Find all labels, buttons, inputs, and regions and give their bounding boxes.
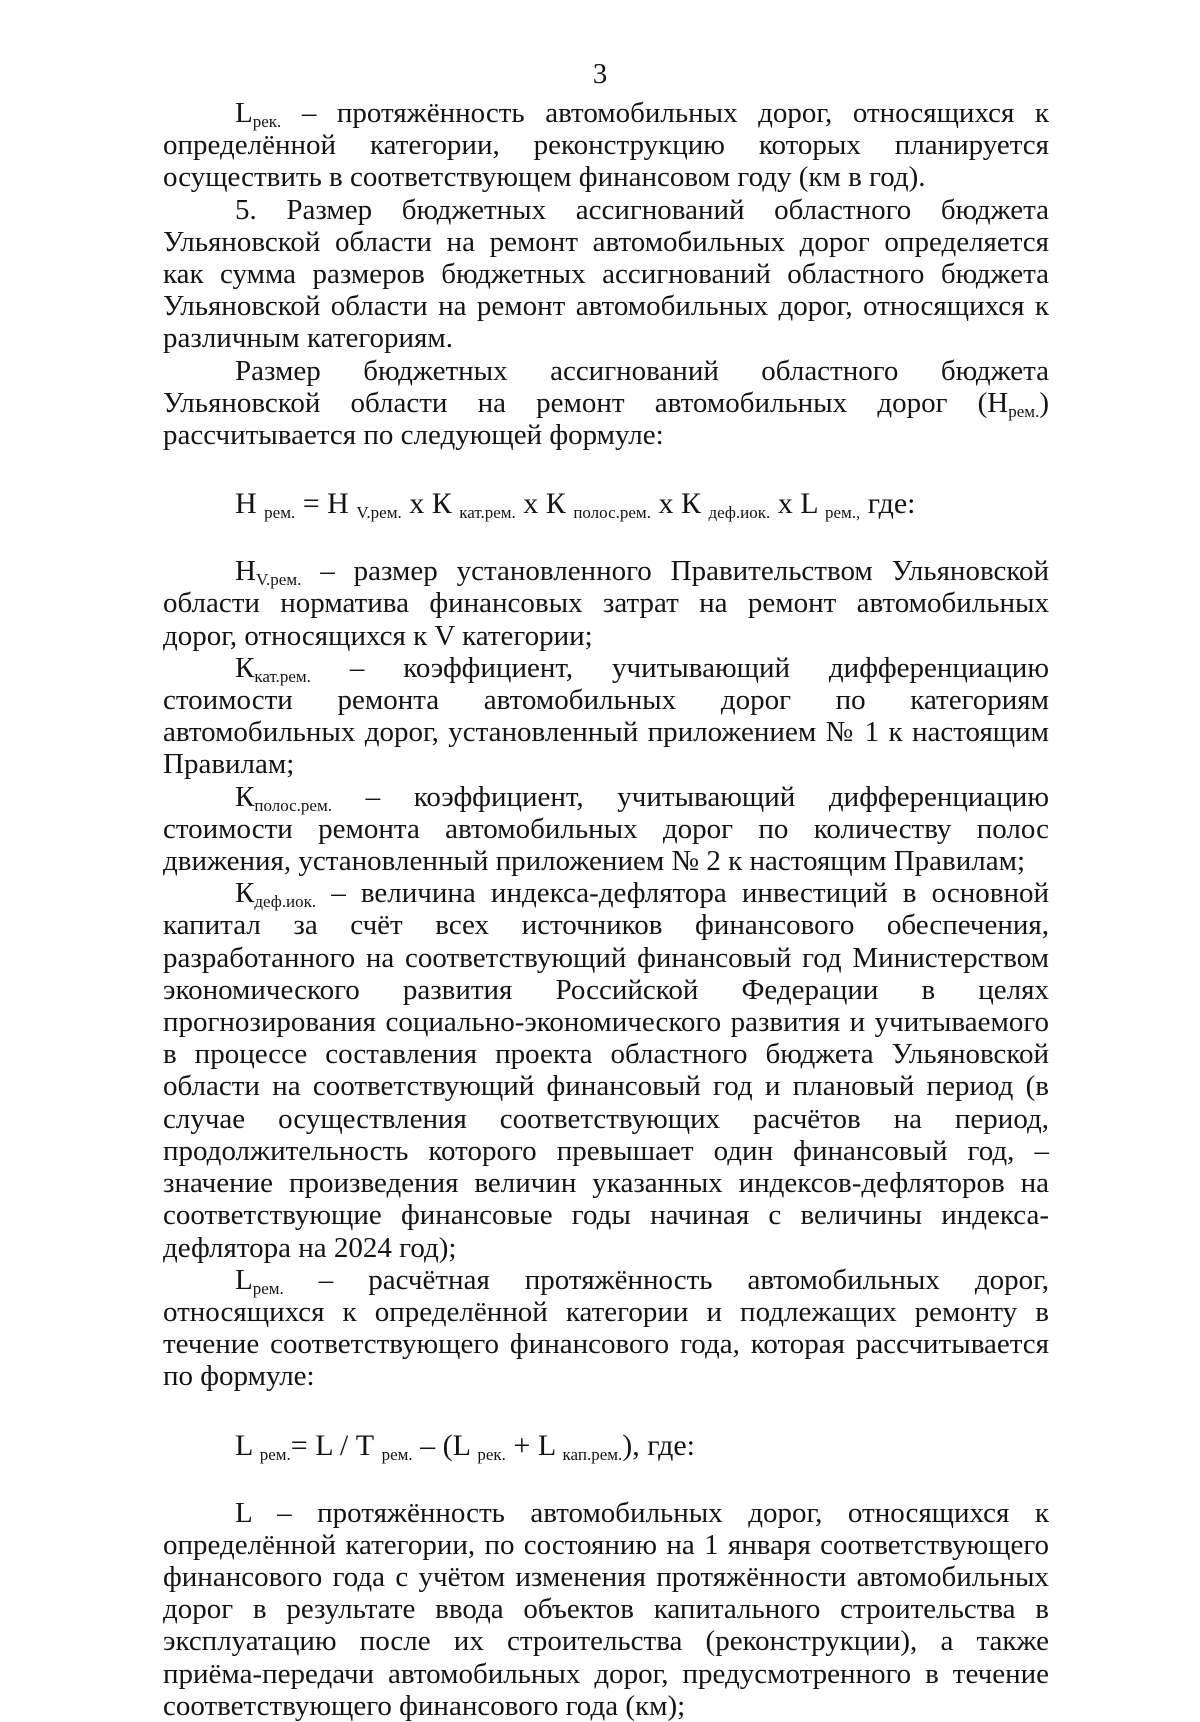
paragraph-l-rem-definition: $L_{рем.}$ – расчётная протяжённость автомобильных дорог, относящихся к определённой категории и подлежащих ремонту в течение соответствующего финансового года, которая рассчитывается по формуле: bbox=[163, 1263, 1049, 1393]
paragraph-repair-budget-intro: Размер бюджетных ассигнований областного бюджета Ульяновской области на ремонт автомобильных дорог $(Н_{рем.})$ рассчитывается по следующей формуле: bbox=[163, 354, 1049, 452]
paragraph-k-polos-definition: $К_{полос.рем.}$ – коэффициент, учитывающий дифференциацию стоимости ремонта автомобильных дорог по количеству полос движения, установленный приложением № 2 к настоящим Правилам; bbox=[163, 780, 1049, 878]
page-number: 3 bbox=[592, 58, 608, 90]
formula-l-rem: L $_{рем.}$= L / Т $_{рем.}$ – (L $_{рек.}$ + L $_{кап.рем.}$), где: bbox=[235, 1428, 695, 1464]
paragraph-hv-definition: $Н_{V.рем.}$ – размер установленного Правительством Ульяновской области норматива финансовых затрат на ремонт автомобильных дорог, относящихся к V категории; bbox=[163, 555, 1049, 652]
paragraph-l-rek-definition: $L_{рек.}$ – протяжённость автомобильных дорог, относящихся к определённой категории, реконструкцию которых планируется осуществить в соответствующем финансовом году (км в год). bbox=[163, 97, 1049, 194]
document-body bbox=[163, 97, 1049, 1722]
paragraph-point-5: 5. Размер бюджетных ассигнований областного бюджета Ульяновской области на ремонт автомобильных дорог определяется как сумма размеров бюджетных ассигнований областного бюджета Ульяновской области на ремонт автомобильных дорог, относящихся к различным категориям. bbox=[163, 193, 1049, 355]
paragraph-k-def-definition: $К_{деф.иок.}$ – величина индекса-дефлятора инвестиций в основной капитал за счёт всех источников финансового обеспечения, разработанного на соответствующий финансовый год Министерством экономического развития Российской Федерации в целях прогнозирования социально-экономического развития и учитываемого в процессе составления проекта областного бюджета Ульяновской области на соответствующий финансовый год и плановый период (в случае осуществления соответствующих расчётов на период, продолжительность которого превышает один финансовый год, – значение произведения величин указанных индексов-дефляторов на соответствующие финансовые годы начиная с величины индекса-дефлятора на 2024 год); bbox=[163, 877, 1049, 1264]
paragraph-k-kat-definition: $К_{кат.рем.}$ – коэффициент, учитывающий дифференциацию стоимости ремонта автомобильных дорог по категориям автомобильных дорог, установленный приложением № 1 к настоящим Правилам; bbox=[163, 651, 1049, 781]
formula-repair-budget: Н $_{рем.}$ = Н $_{V.рем.}$ х К $_{кат.рем.}$ х К $_{полос.рем.}$ х К $_{деф.иок.}$ х L $_{рем.,}$ где: bbox=[235, 487, 916, 523]
paragraph-l-definition: L – протяжённость автомобильных дорог, относящихся к определённой категории, по состоянию на 1 января соответствующего финансового года с учётом изменения протяжённости автомобильных дорог в результате ввода объектов капитального строительства в эксплуатацию после их строительства (реконструкции), а также приёма-передачи автомобильных дорог, предусмотренного в течение соответствующего финансового года (км); bbox=[163, 1496, 1049, 1722]
